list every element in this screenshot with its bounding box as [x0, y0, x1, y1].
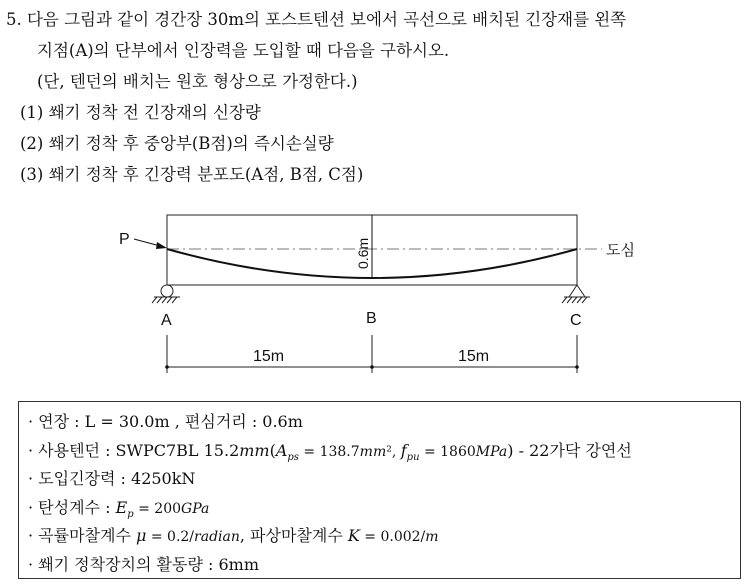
aps-value: = 138.7	[298, 443, 360, 460]
given-length: · 연장 : L = 30.0m , 편심거리 : 0.6m	[28, 412, 303, 431]
modulus-label: · 탄성계수 :	[28, 497, 116, 517]
given-jacking-force: · 도입긴장력 : 4250kN	[28, 469, 196, 488]
problem-statement-line-2: 지점(A)의 단부에서 인장력을 도입할 때 다음을 구하시오.	[37, 41, 450, 60]
beam-diagram	[112, 195, 652, 385]
left-pin-support	[152, 285, 180, 303]
point-a-label: A	[161, 312, 172, 329]
problem-assumption: (단, 텐던의 배치는 원호 형상으로 가정한다.)	[37, 72, 358, 91]
unit-mm2: mm	[359, 443, 387, 460]
force-arrow-head	[156, 242, 167, 249]
symbol-ep: E	[115, 497, 128, 517]
given-friction	[28, 522, 740, 551]
tendon-text-a: · 사용텐던 : SWPC7BL 15.2	[28, 440, 240, 460]
force-p-label: P	[119, 231, 130, 248]
force-arrow	[134, 239, 160, 246]
unit-mm: mm	[239, 440, 270, 460]
symbol-fpu: f	[400, 440, 407, 460]
unit-m: m	[425, 529, 439, 545]
paren-open: (	[269, 440, 276, 460]
symbol-k: K	[347, 526, 360, 545]
unit-radian: radian	[194, 529, 240, 545]
question-2: (2) 쐐기 정착 후 중앙부(B점)의 즉시손실량	[20, 134, 334, 153]
given-modulus	[28, 494, 740, 523]
k-value: = 0.002/	[359, 529, 426, 545]
unit-gpa: GPa	[181, 500, 210, 517]
symbol-ep-sub: p	[127, 508, 134, 520]
unit-mpa: MPa	[475, 443, 508, 460]
point-c-label: C	[570, 312, 582, 329]
fpu-value: = 1860	[419, 443, 476, 460]
given-tendon	[28, 437, 740, 466]
mu-value: = 0.2/	[146, 529, 195, 545]
span-right-label: 15m	[458, 348, 490, 365]
modulus-value: = 200	[133, 500, 182, 517]
sag-label: 0.6m	[355, 237, 371, 269]
wobble-friction-label: , 파상마찰계수	[239, 526, 348, 545]
centroid-label: 도심	[606, 242, 635, 259]
symbol-fpu-sub: pu	[406, 451, 420, 463]
symbol-aps-sub: ps	[287, 451, 299, 463]
problem-statement-line-1: 5. 다음 그림과 같이 경간장 30m의 포스트텐션 보에서 곡선으로 배치된 긴장재를 왼쪽	[6, 10, 627, 29]
question-3: (3) 쐐기 정착 후 긴장력 분포도(A점, B점, C점)	[20, 165, 364, 184]
right-roller-support	[562, 285, 590, 303]
point-b-label: B	[366, 310, 377, 327]
symbol-aps: A	[275, 440, 288, 460]
span-left-label: 15m	[253, 348, 285, 365]
squared-comma: ²,	[386, 443, 401, 460]
symbol-mu: μ	[136, 526, 147, 545]
given-data-box	[18, 401, 741, 579]
given-anchor-slip: · 쐐기 정착장치의 활동량 : 6mm	[28, 554, 259, 574]
tendon-text-strands: ) - 22가닥 강연선	[507, 440, 632, 460]
question-1: (1) 쐐기 정착 전 긴장재의 신장량	[20, 103, 261, 122]
curvature-friction-label: · 곡률마찰계수	[28, 526, 136, 545]
